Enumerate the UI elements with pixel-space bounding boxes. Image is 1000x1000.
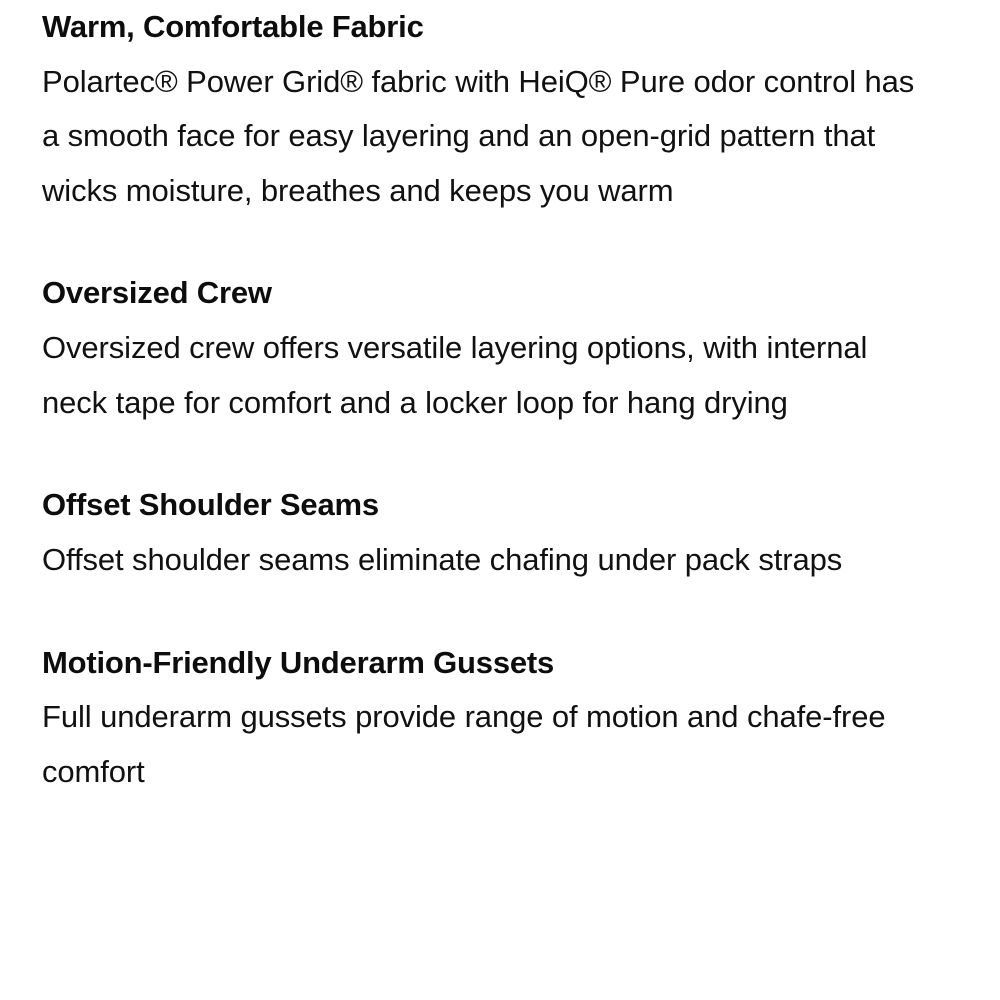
feature-title: Offset Shoulder Seams bbox=[42, 487, 379, 523]
feature-description: Full underarm gussets provide range of motion and chafe-free comfort bbox=[42, 699, 886, 789]
feature-description: Oversized crew offers versatile layering options, with internal neck tape for comfort and a locker loop for hang drying bbox=[42, 330, 868, 420]
feature-item bbox=[42, 8, 940, 218]
feature-title: Motion-Friendly Underarm Gussets bbox=[42, 644, 555, 680]
feature-description: Polartec® Power Grid® fabric with HeiQ® Pure odor control has a smooth face for easy layering and an open-grid pattern that wicks moisture, breathes and keeps you warm bbox=[42, 63, 915, 208]
feature-title: Oversized Crew bbox=[42, 275, 272, 311]
feature-item bbox=[42, 486, 940, 587]
feature-item bbox=[42, 274, 940, 430]
feature-description: Offset shoulder seams eliminate chafing under pack straps bbox=[42, 541, 843, 577]
feature-item bbox=[42, 644, 940, 800]
feature-title: Warm, Comfortable Fabric bbox=[42, 9, 424, 44]
